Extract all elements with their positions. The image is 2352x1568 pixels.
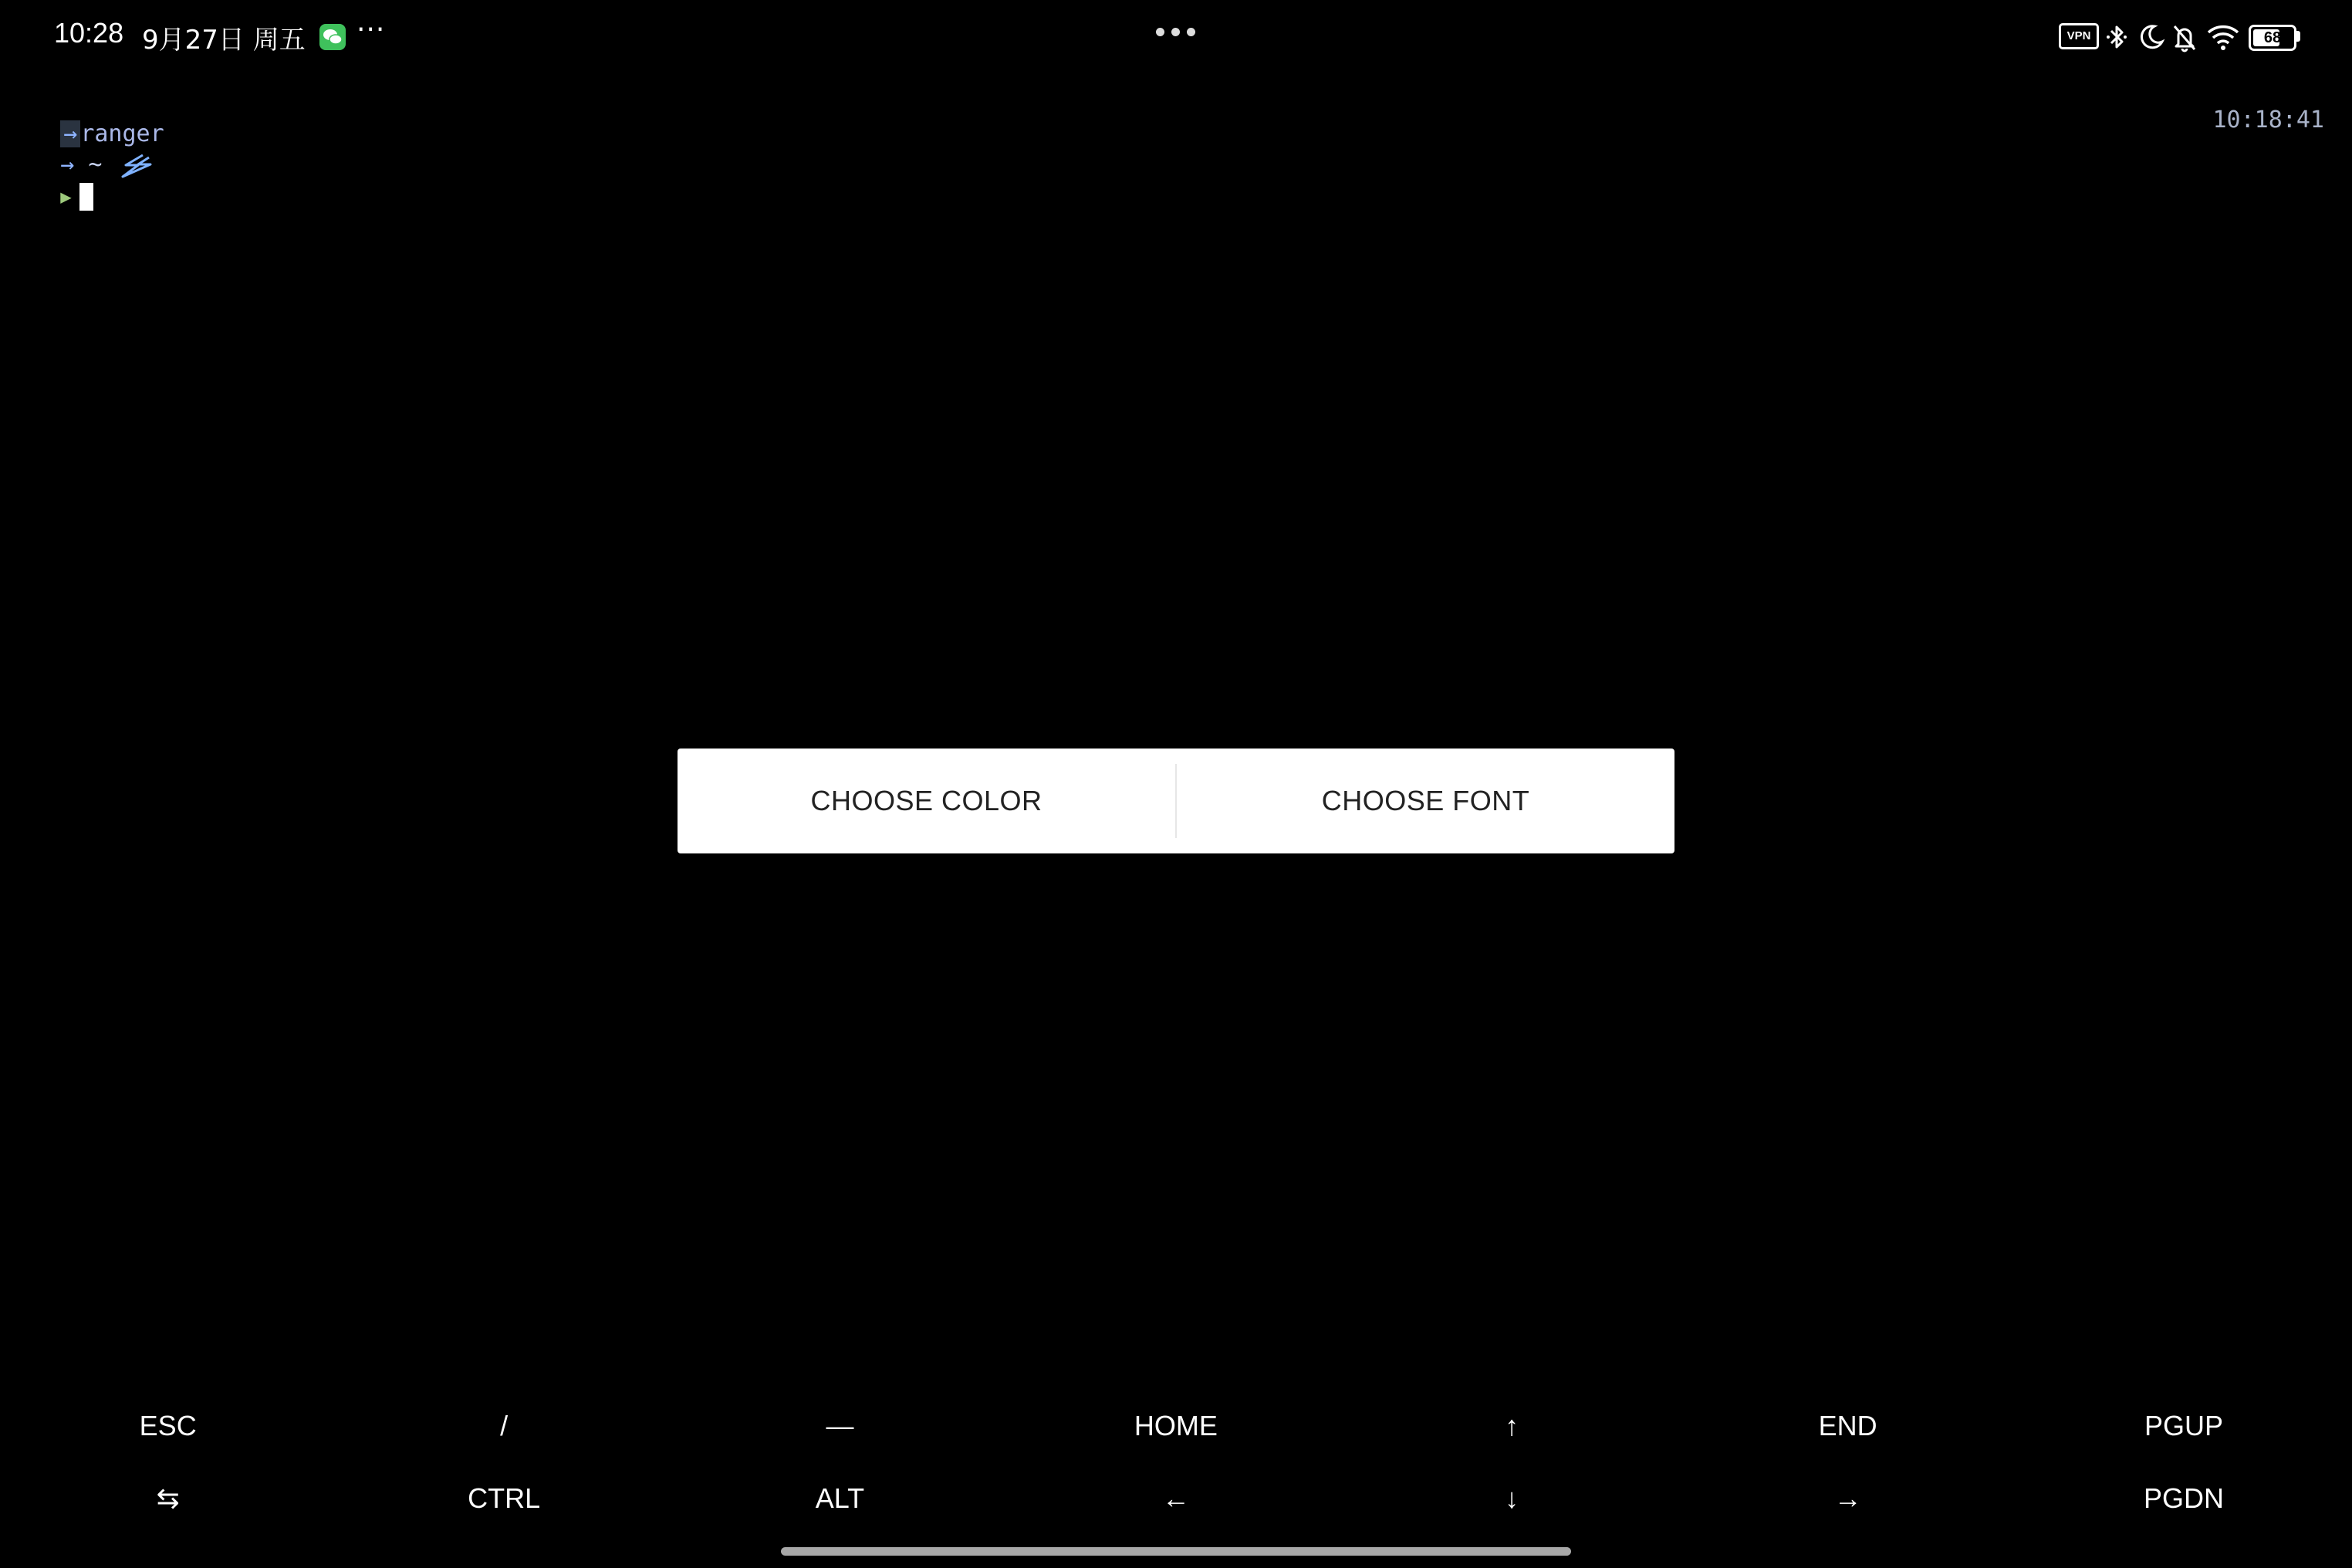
bluetooth-icon: [2105, 23, 2128, 51]
terminal-line-3: [5, 150, 93, 208]
prompt-arrow: →: [60, 151, 75, 178]
vpn-badge: VPN: [2059, 23, 2099, 49]
terminal-line-2: [5, 119, 157, 178]
key-home[interactable]: HOME: [1134, 1410, 1218, 1441]
lightning-icon: [117, 153, 157, 179]
command-text: ranger: [80, 120, 164, 147]
key-down[interactable]: ↓: [1505, 1482, 1519, 1514]
battery-icon: [2249, 25, 2296, 51]
key-tab[interactable]: ⇆: [156, 1482, 180, 1514]
wifi-icon: [2205, 23, 2241, 51]
right-prompt-time: 10:18:41: [2212, 106, 2324, 133]
prompt-triangle: ▶: [60, 186, 72, 208]
key-dash[interactable]: —: [826, 1410, 854, 1441]
key-alt[interactable]: ALT: [815, 1482, 865, 1514]
key-right[interactable]: →: [1833, 1482, 1862, 1514]
status-date: 9月27日 周五: [142, 25, 306, 56]
key-end[interactable]: END: [1818, 1410, 1877, 1441]
wechat-icon: [319, 24, 346, 50]
choose-font-button[interactable]: CHOOSE FONT: [1321, 785, 1530, 816]
key-ctrl[interactable]: CTRL: [468, 1482, 541, 1514]
key-pgdn[interactable]: PGDN: [2144, 1482, 2225, 1514]
status-time: 10:28: [54, 17, 124, 49]
terminal-area[interactable]: [0, 74, 2352, 1370]
key-left[interactable]: ←: [1161, 1482, 1190, 1514]
extra-keys-row-2: [0, 1464, 2352, 1533]
window-menu-dots-icon[interactable]: [1156, 28, 1196, 37]
bell-off-icon: [2171, 23, 2198, 52]
key-esc[interactable]: ESC: [139, 1410, 197, 1441]
status-bar: [0, 0, 2352, 74]
key-up[interactable]: ↑: [1505, 1410, 1519, 1441]
extra-keys-row-1: [0, 1391, 2352, 1461]
choose-color-button[interactable]: CHOOSE COLOR: [810, 785, 1043, 816]
battery-tip: [2296, 31, 2300, 42]
key-slash[interactable]: /: [500, 1410, 509, 1441]
battery-level: 68: [2263, 29, 2282, 46]
style-dialog: [678, 749, 1674, 853]
extra-keys-bar: [0, 1389, 2352, 1536]
moon-icon: [2139, 23, 2165, 51]
home-indicator[interactable]: [781, 1547, 1571, 1556]
current-dir: ~: [88, 151, 103, 178]
key-pgup[interactable]: PGUP: [2144, 1410, 2224, 1441]
terminal-line-1: [5, 88, 164, 147]
prompt-arrow: →: [60, 120, 80, 147]
notification-more-icon: ···: [357, 14, 386, 46]
terminal-cursor: [79, 183, 93, 211]
